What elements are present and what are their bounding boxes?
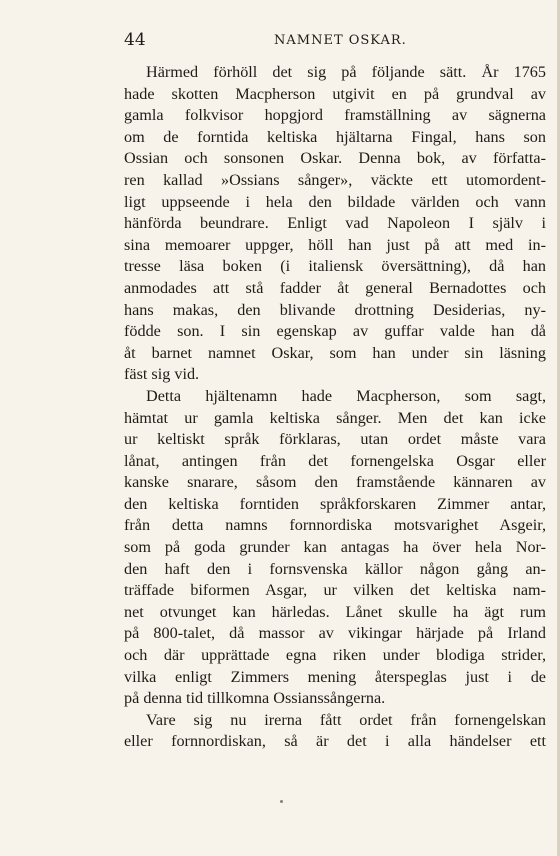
text-line: eller fornnordiskan, så är det i alla händelser ett bbox=[124, 732, 546, 751]
text-line: fäst sig vid. bbox=[124, 365, 200, 384]
text-line: åt barnet namnet Oskar, som han under sin läsning bbox=[124, 343, 546, 362]
text-line: Vare sig nu irerna fått ordet från fornengelskan bbox=[146, 710, 546, 729]
page-header bbox=[124, 30, 539, 52]
text-line: Härmed förhöll det sig på följande sätt. År 1765 bbox=[146, 63, 546, 81]
text-line: ren kallad »Ossians sånger», väckte ett utomordent- bbox=[124, 170, 546, 189]
text-line: lånat, antingen från det fornengelska Osgar eller bbox=[124, 451, 546, 470]
text-line: hämtat ur gamla keltiska sånger. Men det kan icke bbox=[124, 408, 546, 427]
text-line: ligt uppseende i hela den bildade världen och vann bbox=[124, 192, 546, 211]
text-line: tresse läsa boken (i italiensk översättning), då han bbox=[124, 257, 546, 276]
page-speck bbox=[280, 800, 283, 803]
text-line: på denna tid tillkomna Ossianssångerna. bbox=[124, 689, 386, 708]
text-line: vilka enligt Zimmers mening återspeglas just i de bbox=[124, 667, 546, 686]
text-line: anmodades att stå fadder åt general Bernadottes och bbox=[124, 278, 546, 297]
text-line: gamla folkvisor hopgjord framställning av sägnerna bbox=[124, 106, 546, 125]
text-line: hade skotten Macpherson utgivit en på grundval av bbox=[124, 84, 546, 103]
text-line: sina memoarer uppger, höll han just på att med in- bbox=[124, 235, 546, 254]
text-line: ur keltiskt språk förklaras, utan ordet måste vara bbox=[124, 430, 546, 449]
text-line: kanske snarare, såsom den framstående kännaren av bbox=[124, 473, 546, 492]
text-line: Detta hjältenamn hade Macpherson, som sagt, bbox=[146, 386, 546, 405]
page-number: 44 bbox=[124, 30, 146, 50]
text-line: den keltiska forntiden språkforskaren Zimmer antar, bbox=[124, 494, 546, 513]
text-line: på 800-talet, då massor av vikingar härjade på Irland bbox=[124, 624, 546, 643]
text-line: net otvunget kan härledas. Lånet skulle ha ägt rum bbox=[124, 602, 546, 621]
running-title: NAMNET OSKAR. bbox=[274, 33, 407, 48]
text-line: från detta namns fornnordiska motsvarighet Asgeir, bbox=[124, 516, 546, 535]
text-line: Ossian och sonsonen Oskar. Denna bok, av författa- bbox=[124, 149, 546, 168]
text-line: som på goda grunder kan antagas ha över hela Nor- bbox=[124, 538, 546, 557]
text-line: hänförda beundrare. Enligt vad Napoleon I själv i bbox=[124, 214, 546, 233]
text-line: och där upprättade egna riken under blodiga strider, bbox=[124, 646, 546, 665]
text-line: den haft den i fornsvenska källor någon gång an- bbox=[124, 559, 546, 578]
text-line: födde son. I sin egenskap av guffar valde han då bbox=[124, 322, 546, 341]
body-text bbox=[124, 62, 546, 753]
text-line: om de forntida keltiska hjältarna Fingal, hans son bbox=[124, 127, 546, 146]
text-line: hans makas, den blivande drottning Desiderias, ny- bbox=[124, 300, 546, 319]
text-line: träffade biformen Asgar, ur vilken det keltiska nam- bbox=[124, 581, 546, 600]
